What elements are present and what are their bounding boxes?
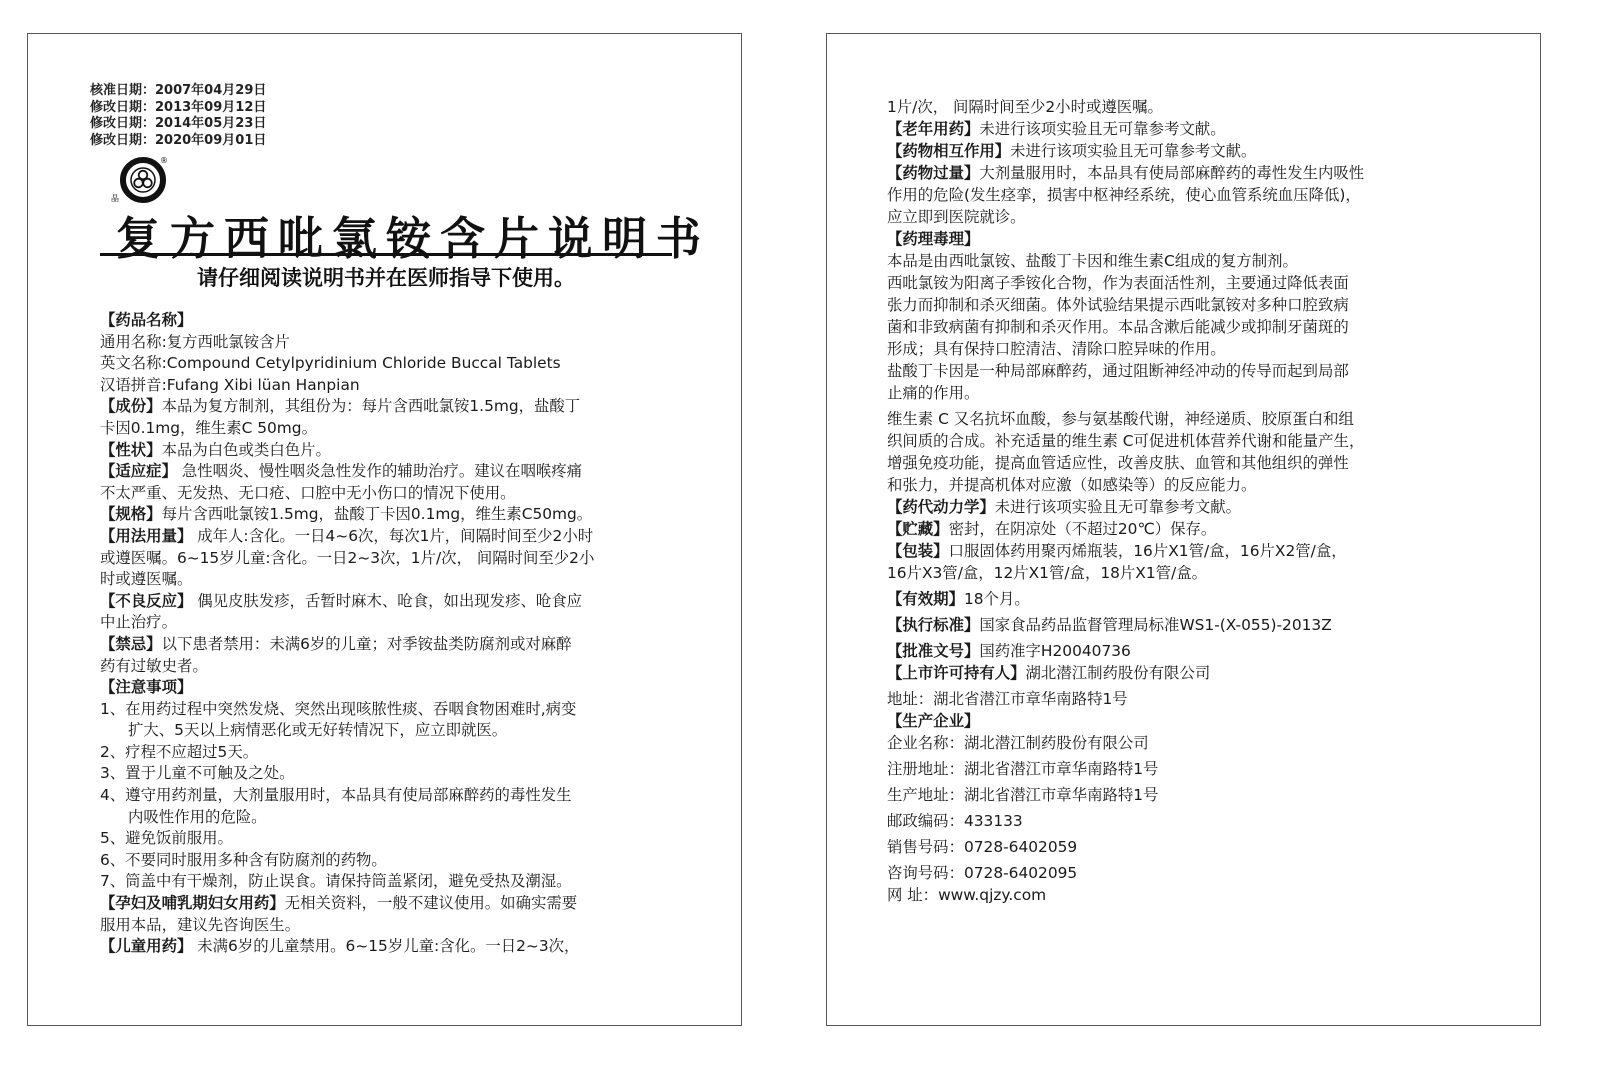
section-text: 7、筒盖中有干燥剂，防止误食。请保持筒盖紧闭，避免受热及潮湿。: [100, 872, 572, 891]
section-line: [100, 461, 720, 483]
text-line: [887, 430, 1507, 452]
section-heading: 【孕妇及哺乳期妇女用药】: [100, 894, 285, 913]
section-text: 张力而抑制和杀灭细菌。体外试验结果提示西吡氯铵对多种口腔致病: [887, 296, 1349, 314]
section-text: 3、置于儿童不可触及之处。: [100, 764, 295, 783]
text-line: [887, 250, 1507, 272]
section-text: 无相关资料，一般不建议使用。如确实需要: [284, 894, 578, 913]
text-line: [100, 720, 720, 742]
section-heading: 【包装】: [887, 542, 949, 560]
text-line: [100, 483, 720, 505]
section-heading: 【药品名称】: [100, 311, 193, 329]
text-line: [887, 272, 1507, 294]
section-text: 形成；具有保持口腔清洁、清除口腔异味的作用。: [887, 340, 1226, 358]
section-text: 本品为复方制剂，其组份为：每片含西吡氯铵1.5mg，盐酸丁: [161, 397, 581, 416]
section-line: [887, 710, 1507, 732]
company-logo: [110, 154, 166, 204]
text-line: [887, 784, 1507, 806]
section-text: 中止治疗。: [100, 613, 177, 632]
text-line: [100, 807, 720, 829]
section-text: 未进行该项实验且无可靠参考文献。: [979, 120, 1226, 138]
section-heading: 【禁忌】: [100, 634, 162, 653]
section-line: [100, 677, 720, 699]
text-line: [887, 206, 1507, 228]
leaflet-body-left: [100, 310, 720, 958]
section-line: [887, 540, 1507, 562]
section-text: 大剂量服用时，本品具有使局部麻醉药的毒性发生内吸性: [979, 164, 1365, 182]
section-line: [100, 634, 720, 656]
section-line: [887, 662, 1507, 684]
text-line: [100, 785, 720, 807]
section-text: 时或遵医嘱。: [100, 570, 193, 589]
section-text: 企业名称：湖北潜江制药股份有限公司: [887, 734, 1149, 752]
document-title: 复方西吡氯铵含片说明书: [116, 212, 711, 265]
logo-mark-text: 晶: [111, 194, 119, 203]
leaflet-page-left: [27, 33, 742, 1026]
text-line: [887, 360, 1507, 382]
section-heading: 【性状】: [100, 440, 162, 459]
leaflet-body-right: [887, 96, 1507, 906]
section-text: 增强免疫功能，提高血管适应性，改善皮肤、血管和其他组织的弹性: [887, 454, 1349, 472]
section-text: 注册地址：湖北省潜江市章华南路特1号: [887, 760, 1159, 778]
section-text: 18个月。: [963, 590, 1030, 608]
section-text: 西吡氯铵为阳离子季铵化合物，作为表面活性剂，主要通过降低表面: [887, 274, 1349, 292]
section-text: 湖北潜江制药股份有限公司: [1025, 664, 1211, 682]
section-text: 织间质的合成。补充适量的维生素 C可促进机体营养代谢和能量产生，: [887, 432, 1365, 450]
section-text: 和张力，并提高机体对应激（如感染等）的反应能力。: [887, 476, 1257, 494]
section-heading: 【药物过量】: [887, 164, 980, 182]
text-line: [887, 96, 1507, 118]
section-text: 或遵医嘱。6~15岁儿童:含化。一日2~3次，1片/次， 间隔时间至少2小: [100, 548, 595, 567]
section-text: 成年人:含化。一日4~6次，每次1片，间隔时间至少2小时: [192, 526, 594, 545]
section-heading: 【用法用量】: [100, 526, 193, 545]
section-text: 维生素 C 又名抗坏血酸，参与氨基酸代谢，神经递质、胶原蛋白和组: [887, 410, 1354, 428]
section-text: 6、不要同时服用多种含有防腐剂的药物。: [100, 850, 387, 869]
section-line: [100, 591, 720, 613]
section-line: [100, 310, 720, 332]
section-text: 每片含西吡氯铵1.5mg，盐酸丁卡因0.1mg，维生素C50mg。: [161, 505, 593, 524]
text-line: [887, 862, 1507, 884]
section-text: 地址：湖北省潜江市章华南路特1号: [887, 690, 1128, 708]
text-line: [100, 699, 720, 721]
title-divider: [100, 253, 672, 256]
text-line: [100, 332, 720, 354]
section-heading: 【有效期】: [887, 590, 964, 608]
section-text: 卡因0.1mg，维生素C 50mg。: [100, 418, 317, 437]
section-text: 药有过敏史者。: [100, 656, 208, 675]
text-line: [887, 382, 1507, 404]
text-line: [887, 688, 1507, 710]
section-line: [887, 518, 1507, 540]
section-heading: 【成份】: [100, 397, 162, 416]
section-text: 销售号码：0728-6402059: [887, 838, 1078, 856]
text-line: [887, 758, 1507, 780]
section-text: 扩大、5天以上病情恶化或无好转情况下，应立即就医。: [128, 721, 508, 740]
leaflet-page-right: [826, 33, 1541, 1026]
text-line: [100, 353, 720, 375]
section-heading: 【药代动力学】: [887, 498, 995, 516]
section-heading: 【药物相互作用】: [887, 142, 1011, 160]
section-heading: 【注意事项】: [100, 678, 193, 697]
text-line: [887, 338, 1507, 360]
date-line: 核准日期：2007年04月29日: [90, 83, 267, 98]
section-text: 口服固体药用聚丙烯瓶装，16片X1管/盒，16片X2管/盒，: [948, 542, 1347, 560]
section-text: 汉语拼音:Fufang Xibi lüan Hanpian: [100, 375, 360, 394]
section-text: 密封，在阴凉处（不超过20℃）保存。: [948, 520, 1217, 538]
text-line: [100, 850, 720, 872]
text-line: [100, 871, 720, 893]
text-line: [887, 294, 1507, 316]
section-line: [100, 504, 720, 526]
text-line: [100, 763, 720, 785]
text-line: [100, 742, 720, 764]
text-line: [887, 836, 1507, 858]
section-text: 本品为白色或类白色片。: [161, 440, 331, 459]
section-text: 邮政编码：433133: [887, 812, 1023, 830]
section-text: 不太严重、无发热、无口疮、口腔中无小伤口的情况下使用。: [100, 483, 516, 502]
section-text: 16片X3管/盒，12片X1管/盒，18片X1管/盒。: [887, 564, 1208, 582]
section-text: 生产地址：湖北省潜江市章华南路特1号: [887, 786, 1159, 804]
section-heading: 【规格】: [100, 505, 162, 524]
section-text: 1片/次， 间隔时间至少2小时或遵医嘱。: [887, 98, 1163, 116]
section-text: 网 址：www.qjzy.com: [887, 886, 1047, 904]
date-line: 修改日期：2014年05月23日: [90, 116, 267, 131]
section-line: [100, 440, 720, 462]
section-text: 2、疗程不应超过5天。: [100, 742, 259, 761]
section-text: 咨询号码：0728-6402095: [887, 864, 1078, 882]
date-line: 修改日期：2013年09月12日: [90, 99, 267, 115]
section-text: 1、在用药过程中突然发烧、突然出现咳脓性痰、吞咽食物困难时,病变: [100, 699, 577, 718]
section-line: [100, 936, 720, 958]
section-text: 英文名称:Compound Cetylpyridinium Chloride Buccal Tablets: [100, 354, 561, 373]
text-line: [887, 408, 1507, 430]
section-line: [887, 614, 1507, 636]
section-text: 4、遵守用药剂量，大剂量服用时，本品具有使局部麻醉药的毒性发生: [100, 786, 572, 805]
date-line: 修改日期：2020年09月01日: [90, 132, 267, 148]
section-line: [887, 162, 1507, 184]
section-text: 未进行该项实验且无可靠参考文献。: [994, 498, 1242, 516]
text-line: [100, 569, 720, 591]
section-line: [887, 140, 1507, 162]
section-line: [887, 588, 1507, 610]
section-text: 服用本品，建议先咨询医生。: [100, 915, 301, 934]
section-heading: 【适应症】: [100, 462, 177, 481]
text-line: [100, 612, 720, 634]
section-text: 未满6岁的儿童禁用。6~15岁儿童:含化。一日2~3次，: [192, 937, 580, 956]
section-line: [100, 526, 720, 548]
text-line: [100, 418, 720, 440]
approval-dates: [90, 83, 266, 149]
section-text: 国药准字H20040736: [979, 642, 1131, 660]
section-text: 菌和非致病菌有抑制和杀灭作用。本品含漱后能减少或抑制牙菌斑的: [887, 318, 1349, 336]
text-line: [887, 562, 1507, 584]
section-heading: 【批准文号】: [887, 642, 980, 660]
text-line: [887, 810, 1507, 832]
section-text: 国家食品药品监督管理局标准WS1-(X-055)-2013Z: [979, 616, 1332, 634]
text-line: [100, 375, 720, 397]
text-line: [100, 548, 720, 570]
text-line: [100, 828, 720, 850]
text-line: [100, 656, 720, 678]
section-heading: 【药理毒理】: [887, 230, 980, 248]
section-heading: 【不良反应】: [100, 591, 193, 610]
text-line: [887, 452, 1507, 474]
text-line: [887, 184, 1507, 206]
text-line: [100, 915, 720, 937]
text-line: [887, 474, 1507, 496]
section-line: [887, 118, 1507, 140]
section-heading: 【儿童用药】: [100, 937, 193, 956]
section-text: 作用的危险(发生痉挛，损害中枢神经系统，使心血管系统血压降低)，: [887, 186, 1361, 204]
section-text: 盐酸丁卡因是一种局部麻醉药，通过阻断神经冲动的传导而起到局部: [887, 362, 1349, 380]
section-text: 通用名称:复方西吡氯铵含片: [100, 332, 290, 351]
section-line: [100, 893, 720, 915]
section-line: [100, 396, 720, 418]
section-text: 止痛的作用。: [887, 384, 980, 402]
section-text: 未进行该项实验且无可靠参考文献。: [1010, 142, 1257, 160]
section-heading: 【贮藏】: [887, 520, 949, 538]
text-line: [887, 884, 1507, 906]
section-heading: 【生产企业】: [887, 712, 980, 730]
section-line: [887, 496, 1507, 518]
document-subtitle: 请仔细阅读说明书并在医师指导下使用。: [197, 266, 575, 290]
section-text: 本品是由西吡氯铵、盐酸丁卡因和维生素C组成的复方制剂。: [887, 252, 1298, 270]
registered-mark: ®: [160, 156, 168, 165]
section-line: [887, 640, 1507, 662]
section-text: 急性咽炎、慢性咽炎急性发作的辅助治疗。建议在咽喉疼痛: [176, 462, 583, 481]
text-line: [887, 316, 1507, 338]
section-heading: 【上市许可持有人】: [887, 664, 1026, 682]
section-heading: 【老年用药】: [887, 120, 980, 138]
section-text: 5、避免饭前服用。: [100, 829, 233, 848]
text-line: [887, 732, 1507, 754]
section-text: 应立即到医院就诊。: [887, 208, 1026, 226]
section-line: [887, 228, 1507, 250]
section-text: 内吸性作用的危险。: [128, 807, 267, 826]
section-heading: 【执行标准】: [887, 616, 980, 634]
section-text: 偶见皮肤发疹，舌暂时麻木、呛食，如出现发疹、呛食应: [192, 591, 583, 610]
section-text: 以下患者禁用：未满6岁的儿童；对季铵盐类防腐剂或对麻醉: [161, 634, 572, 653]
